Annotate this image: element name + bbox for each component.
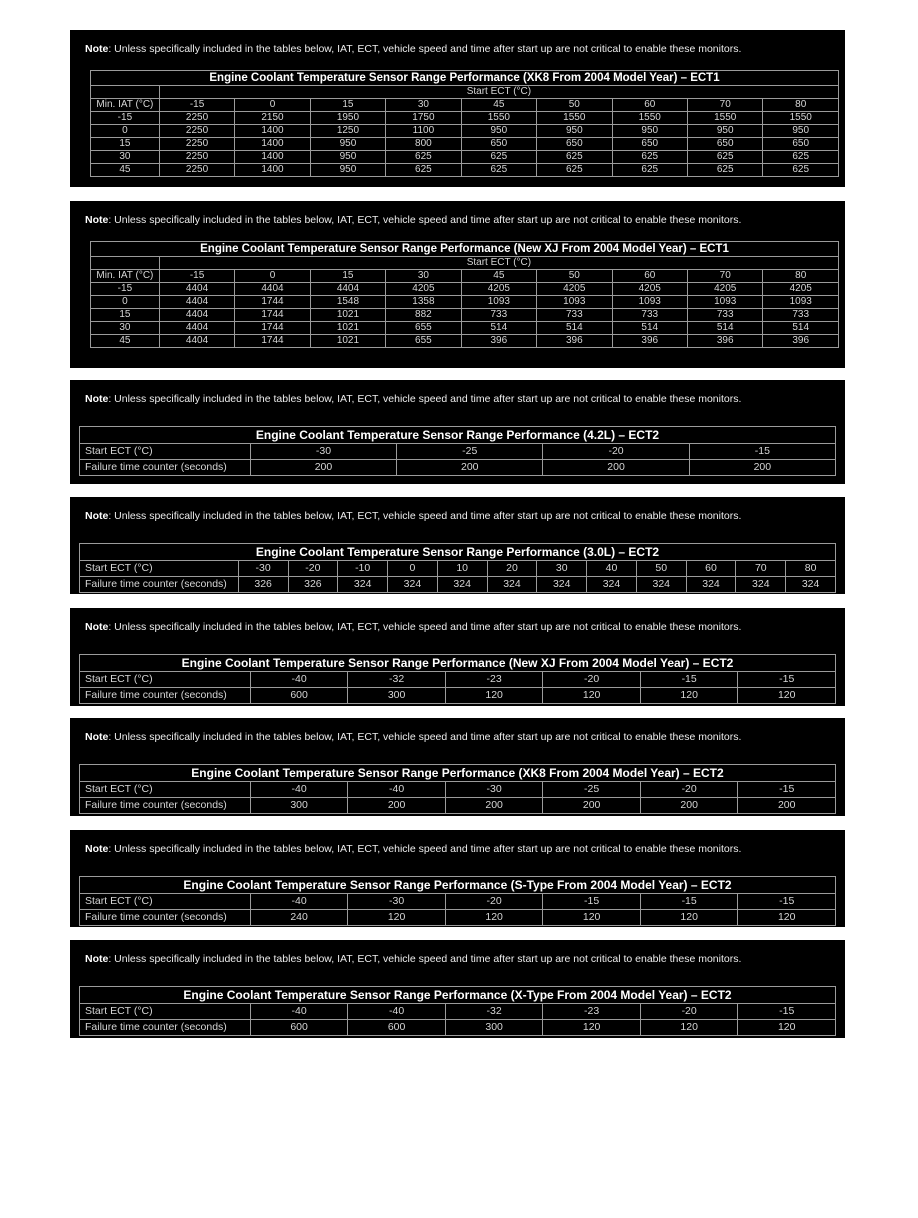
data-cell: -40 (250, 1004, 348, 1020)
row-label: Start ECT (°C) (80, 1004, 251, 1020)
data-cell: 2250 (159, 125, 234, 138)
table-row (80, 460, 836, 476)
table-row (80, 688, 836, 704)
data-cell: 0 (388, 561, 438, 577)
data-cell: 60 (686, 561, 736, 577)
column-header: 60 (612, 99, 687, 112)
row-label: 30 (91, 322, 160, 335)
table-row (91, 164, 839, 177)
row-label: -15 (91, 112, 160, 125)
table-title: Engine Coolant Temperature Sensor Range Performance (S-Type From 2004 Model Year) – ECT2 (80, 877, 836, 894)
data-cell: 1100 (386, 125, 461, 138)
table-row (80, 765, 836, 782)
note-body: : Unless specifically included in the tables below, IAT, ECT, vehicle speed and time after start up are not critical to enable these monitors. (108, 953, 742, 965)
data-cell: 120 (640, 1020, 738, 1036)
note-body: : Unless specifically included in the tables below, IAT, ECT, vehicle speed and time after start up are not critical to enable these monitors. (108, 43, 742, 55)
table-row (91, 309, 839, 322)
table-row (91, 270, 839, 283)
data-cell: -40 (348, 1004, 446, 1020)
panel-new-xj-ect1 (70, 201, 845, 368)
data-cell: -40 (250, 894, 348, 910)
data-cell: 625 (687, 151, 762, 164)
corner-cell (91, 86, 160, 99)
data-cell: 950 (310, 151, 385, 164)
data-cell: 1550 (763, 112, 839, 125)
data-cell: 120 (445, 688, 543, 704)
data-cell: 650 (687, 138, 762, 151)
data-cell: 4205 (687, 283, 762, 296)
ect1-table-xk8 (90, 70, 839, 177)
note (85, 843, 835, 856)
data-cell: 200 (738, 798, 836, 814)
row-label: Failure time counter (seconds) (80, 460, 251, 476)
data-cell: 625 (612, 151, 687, 164)
data-cell: 326 (238, 577, 288, 593)
row-label: -15 (91, 283, 160, 296)
data-cell: 1550 (612, 112, 687, 125)
data-cell: 40 (587, 561, 637, 577)
data-cell: 600 (250, 1020, 348, 1036)
data-cell: 950 (461, 125, 536, 138)
data-cell: 200 (445, 798, 543, 814)
column-header: 30 (386, 270, 461, 283)
data-cell: 396 (461, 335, 536, 348)
table-title: Engine Coolant Temperature Sensor Range Performance (X-Type From 2004 Model Year) – ECT2 (80, 987, 836, 1004)
data-cell: 1093 (537, 296, 612, 309)
data-cell: 120 (543, 910, 641, 926)
table-row (91, 335, 839, 348)
data-cell: 50 (636, 561, 686, 577)
table-row (91, 322, 839, 335)
data-cell: 733 (537, 309, 612, 322)
table-row (91, 138, 839, 151)
corner-cell (91, 257, 160, 270)
column-header: Min. IAT (°C) (91, 99, 160, 112)
data-cell: 396 (763, 335, 839, 348)
data-cell: -30 (250, 444, 396, 460)
span-header: Start ECT (°C) (159, 86, 838, 99)
data-cell: -20 (640, 1004, 738, 1020)
table-title: Engine Coolant Temperature Sensor Range Performance (New XJ From 2004 Model Year) – ECT1 (91, 242, 839, 257)
table-row (91, 125, 839, 138)
data-cell: -20 (543, 444, 689, 460)
note-label: Note (85, 953, 109, 965)
data-cell: 1950 (310, 112, 385, 125)
note (85, 621, 835, 634)
data-cell: -32 (348, 672, 446, 688)
table-title: Engine Coolant Temperature Sensor Range Performance (XK8 From 2004 Model Year) – ECT1 (91, 71, 839, 86)
table-row (80, 655, 836, 672)
data-cell: -20 (640, 782, 738, 798)
ect2-table-new-xj (79, 654, 836, 704)
data-cell: 4404 (159, 335, 234, 348)
data-cell: 2250 (159, 151, 234, 164)
document-page (0, 30, 918, 1218)
data-cell: 1093 (612, 296, 687, 309)
data-cell: 324 (388, 577, 438, 593)
table-row (91, 71, 839, 86)
note-label: Note (85, 43, 109, 55)
column-header: 45 (461, 270, 536, 283)
note-label: Note (85, 510, 109, 522)
data-cell: 1744 (235, 296, 310, 309)
data-cell: -40 (348, 782, 446, 798)
column-header: 70 (687, 99, 762, 112)
table-row (91, 86, 839, 99)
data-cell: 4205 (763, 283, 839, 296)
data-cell: 1400 (235, 164, 310, 177)
ect2-table-30l (79, 543, 836, 593)
table-title: Engine Coolant Temperature Sensor Range Performance (New XJ From 2004 Model Year) – ECT2 (80, 655, 836, 672)
data-cell: -15 (640, 672, 738, 688)
data-cell: 10 (437, 561, 487, 577)
note-body: : Unless specifically included in the tables below, IAT, ECT, vehicle speed and time after start up are not critical to enable these monitors. (108, 843, 742, 855)
panel-new-xj-ect2 (70, 608, 845, 706)
table-row (80, 544, 836, 561)
column-header: 15 (310, 99, 385, 112)
table-row (80, 987, 836, 1004)
ect2-table-xk8 (79, 764, 836, 814)
row-label: Start ECT (°C) (80, 672, 251, 688)
table-row (80, 672, 836, 688)
table-row (91, 296, 839, 309)
data-cell: 396 (687, 335, 762, 348)
data-cell: 4404 (159, 283, 234, 296)
data-cell: 4205 (612, 283, 687, 296)
data-cell: 733 (612, 309, 687, 322)
data-cell: 20 (487, 561, 537, 577)
note (85, 731, 835, 744)
table-row (91, 99, 839, 112)
data-cell: 650 (763, 138, 839, 151)
data-cell: 30 (537, 561, 587, 577)
data-cell: 625 (461, 151, 536, 164)
data-cell: 4404 (159, 296, 234, 309)
note (85, 43, 835, 56)
data-cell: 4404 (235, 283, 310, 296)
data-cell: 514 (612, 322, 687, 335)
data-cell: -25 (397, 444, 543, 460)
row-label: Failure time counter (seconds) (80, 577, 239, 593)
row-label: Failure time counter (seconds) (80, 688, 251, 704)
row-label: 15 (91, 309, 160, 322)
ect1-table-new-xj (90, 241, 839, 348)
column-header: 80 (763, 99, 839, 112)
data-cell: 650 (537, 138, 612, 151)
note (85, 953, 835, 966)
row-label: 15 (91, 138, 160, 151)
data-cell: -15 (689, 444, 835, 460)
data-cell: -40 (250, 672, 348, 688)
data-cell: 4205 (461, 283, 536, 296)
data-cell: 70 (736, 561, 786, 577)
data-cell: 80 (786, 561, 836, 577)
column-header: 0 (235, 270, 310, 283)
data-cell: 2150 (235, 112, 310, 125)
data-cell: 514 (687, 322, 762, 335)
data-cell: 1744 (235, 322, 310, 335)
data-cell: 200 (397, 460, 543, 476)
data-cell: 1021 (310, 309, 385, 322)
data-cell: 324 (686, 577, 736, 593)
row-label: 45 (91, 335, 160, 348)
row-label: Failure time counter (seconds) (80, 798, 251, 814)
data-cell: 950 (310, 164, 385, 177)
data-cell: 650 (461, 138, 536, 151)
row-label: 0 (91, 296, 160, 309)
note-label: Note (85, 214, 109, 226)
data-cell: 882 (386, 309, 461, 322)
table-row (80, 782, 836, 798)
row-label: Start ECT (°C) (80, 782, 251, 798)
data-cell: 4205 (386, 283, 461, 296)
table-row (80, 894, 836, 910)
column-header: 50 (537, 270, 612, 283)
data-cell: 240 (250, 910, 348, 926)
note (85, 510, 835, 523)
data-cell: 950 (763, 125, 839, 138)
column-header: 50 (537, 99, 612, 112)
row-label: Start ECT (°C) (80, 444, 251, 460)
row-label: Start ECT (°C) (80, 561, 239, 577)
data-cell: 1093 (461, 296, 536, 309)
data-cell: 733 (763, 309, 839, 322)
data-cell: 1550 (687, 112, 762, 125)
column-header: 0 (235, 99, 310, 112)
data-cell: -15 (738, 672, 836, 688)
data-cell: 1021 (310, 335, 385, 348)
table-row (80, 1004, 836, 1020)
data-cell: 2250 (159, 138, 234, 151)
note (85, 214, 835, 227)
panel-30l-ect2 (70, 497, 845, 594)
table-row (91, 112, 839, 125)
data-cell: -25 (543, 782, 641, 798)
panel-x-type-ect2 (70, 940, 845, 1038)
data-cell: 1093 (763, 296, 839, 309)
row-label: 30 (91, 151, 160, 164)
note-label: Note (85, 843, 109, 855)
data-cell: 396 (537, 335, 612, 348)
data-cell: 625 (763, 151, 839, 164)
ect2-table-s-type (79, 876, 836, 926)
note-body: : Unless specifically included in the tables below, IAT, ECT, vehicle speed and time after start up are not critical to enable these monitors. (108, 731, 742, 743)
data-cell: 200 (348, 798, 446, 814)
column-header: 30 (386, 99, 461, 112)
row-label: 0 (91, 125, 160, 138)
data-cell: 2250 (159, 112, 234, 125)
data-cell: 200 (250, 460, 396, 476)
data-cell: 1021 (310, 322, 385, 335)
data-cell: 625 (687, 164, 762, 177)
data-cell: 120 (640, 688, 738, 704)
data-cell: -23 (445, 672, 543, 688)
data-cell: -40 (250, 782, 348, 798)
data-cell: -23 (543, 1004, 641, 1020)
table-title: Engine Coolant Temperature Sensor Range Performance (4.2L) – ECT2 (80, 427, 836, 444)
span-header: Start ECT (°C) (159, 257, 838, 270)
data-cell: 800 (386, 138, 461, 151)
data-cell: -15 (738, 894, 836, 910)
data-cell: 200 (543, 798, 641, 814)
column-header: 80 (763, 270, 839, 283)
table-row (91, 242, 839, 257)
column-header: -15 (159, 99, 234, 112)
row-label: Start ECT (°C) (80, 894, 251, 910)
data-cell: 324 (786, 577, 836, 593)
data-cell: 625 (763, 164, 839, 177)
table-row (80, 798, 836, 814)
data-cell: 1550 (461, 112, 536, 125)
data-cell: 300 (445, 1020, 543, 1036)
data-cell: 655 (386, 335, 461, 348)
data-cell: 733 (461, 309, 536, 322)
data-cell: 4404 (159, 322, 234, 335)
note-body: : Unless specifically included in the tables below, IAT, ECT, vehicle speed and time after start up are not critical to enable these monitors. (108, 393, 742, 405)
table-title: Engine Coolant Temperature Sensor Range Performance (XK8 From 2004 Model Year) – ECT2 (80, 765, 836, 782)
data-cell: 625 (537, 164, 612, 177)
data-cell: -20 (445, 894, 543, 910)
data-cell: -32 (445, 1004, 543, 1020)
data-cell: 300 (348, 688, 446, 704)
table-row (80, 444, 836, 460)
data-cell: 200 (689, 460, 835, 476)
data-cell: 324 (636, 577, 686, 593)
panel-xk8-ect2 (70, 718, 845, 816)
data-cell: 1750 (386, 112, 461, 125)
note-label: Note (85, 393, 109, 405)
note-label: Note (85, 621, 109, 633)
data-cell: 514 (461, 322, 536, 335)
data-cell: 200 (543, 460, 689, 476)
data-cell: 2250 (159, 164, 234, 177)
note-body: : Unless specifically included in the tables below, IAT, ECT, vehicle speed and time after start up are not critical to enable these monitors. (108, 214, 742, 226)
row-label: Failure time counter (seconds) (80, 1020, 251, 1036)
column-header: 60 (612, 270, 687, 283)
data-cell: 326 (288, 577, 338, 593)
table-row (80, 561, 836, 577)
data-cell: 1744 (235, 335, 310, 348)
table-row (80, 1020, 836, 1036)
data-cell: 120 (640, 910, 738, 926)
data-cell: 514 (537, 322, 612, 335)
note-label: Note (85, 731, 109, 743)
data-cell: -30 (445, 782, 543, 798)
data-cell: -20 (543, 672, 641, 688)
data-cell: -20 (288, 561, 338, 577)
data-cell: 324 (437, 577, 487, 593)
data-cell: 1400 (235, 125, 310, 138)
data-cell: 733 (687, 309, 762, 322)
data-cell: 950 (687, 125, 762, 138)
data-cell: 625 (537, 151, 612, 164)
data-cell: 1400 (235, 138, 310, 151)
data-cell: -10 (338, 561, 388, 577)
data-cell: 324 (736, 577, 786, 593)
data-cell: 514 (763, 322, 839, 335)
data-cell: 324 (587, 577, 637, 593)
data-cell: 1548 (310, 296, 385, 309)
data-cell: 950 (612, 125, 687, 138)
row-label: 45 (91, 164, 160, 177)
ect2-table-42l (79, 426, 836, 476)
data-cell: 120 (738, 910, 836, 926)
table-title: Engine Coolant Temperature Sensor Range Performance (3.0L) – ECT2 (80, 544, 836, 561)
data-cell: 120 (738, 688, 836, 704)
row-label: Failure time counter (seconds) (80, 910, 251, 926)
ect2-table-x-type (79, 986, 836, 1036)
data-cell: -15 (738, 782, 836, 798)
data-cell: 600 (348, 1020, 446, 1036)
data-cell: -30 (348, 894, 446, 910)
table-row (91, 151, 839, 164)
data-cell: 600 (250, 688, 348, 704)
data-cell: -15 (640, 894, 738, 910)
data-cell: -30 (238, 561, 288, 577)
data-cell: 625 (386, 164, 461, 177)
note (85, 393, 835, 406)
data-cell: 324 (338, 577, 388, 593)
data-cell: 396 (612, 335, 687, 348)
data-cell: 120 (348, 910, 446, 926)
data-cell: 324 (487, 577, 537, 593)
column-header: -15 (159, 270, 234, 283)
column-header: Min. IAT (°C) (91, 270, 160, 283)
table-row (80, 910, 836, 926)
column-header: 15 (310, 270, 385, 283)
data-cell: 625 (612, 164, 687, 177)
note-body: : Unless specifically included in the tables below, IAT, ECT, vehicle speed and time after start up are not critical to enable these monitors. (108, 510, 742, 522)
data-cell: 950 (537, 125, 612, 138)
data-cell: 1744 (235, 309, 310, 322)
data-cell: -15 (543, 894, 641, 910)
panel-s-type-ect2 (70, 830, 845, 927)
data-cell: 625 (461, 164, 536, 177)
data-cell: -15 (738, 1004, 836, 1020)
data-cell: 300 (250, 798, 348, 814)
data-cell: 1093 (687, 296, 762, 309)
column-header: 45 (461, 99, 536, 112)
note-body: : Unless specifically included in the tables below, IAT, ECT, vehicle speed and time after start up are not critical to enable these monitors. (108, 621, 742, 633)
data-cell: 324 (537, 577, 587, 593)
data-cell: 120 (738, 1020, 836, 1036)
panel-42l-ect2 (70, 380, 845, 484)
data-cell: 1358 (386, 296, 461, 309)
table-row (91, 283, 839, 296)
data-cell: 4205 (537, 283, 612, 296)
table-row (91, 257, 839, 270)
data-cell: 4404 (159, 309, 234, 322)
data-cell: 950 (310, 138, 385, 151)
data-cell: 200 (640, 798, 738, 814)
table-row (80, 877, 836, 894)
data-cell: 625 (386, 151, 461, 164)
data-cell: 120 (543, 688, 641, 704)
data-cell: 1400 (235, 151, 310, 164)
table-row (80, 427, 836, 444)
table-row (80, 577, 836, 593)
column-header: 70 (687, 270, 762, 283)
panel-xk8-ect1 (70, 30, 845, 187)
data-cell: 4404 (310, 283, 385, 296)
data-cell: 120 (543, 1020, 641, 1036)
data-cell: 120 (445, 910, 543, 926)
data-cell: 650 (612, 138, 687, 151)
data-cell: 1250 (310, 125, 385, 138)
data-cell: 655 (386, 322, 461, 335)
data-cell: 1550 (537, 112, 612, 125)
